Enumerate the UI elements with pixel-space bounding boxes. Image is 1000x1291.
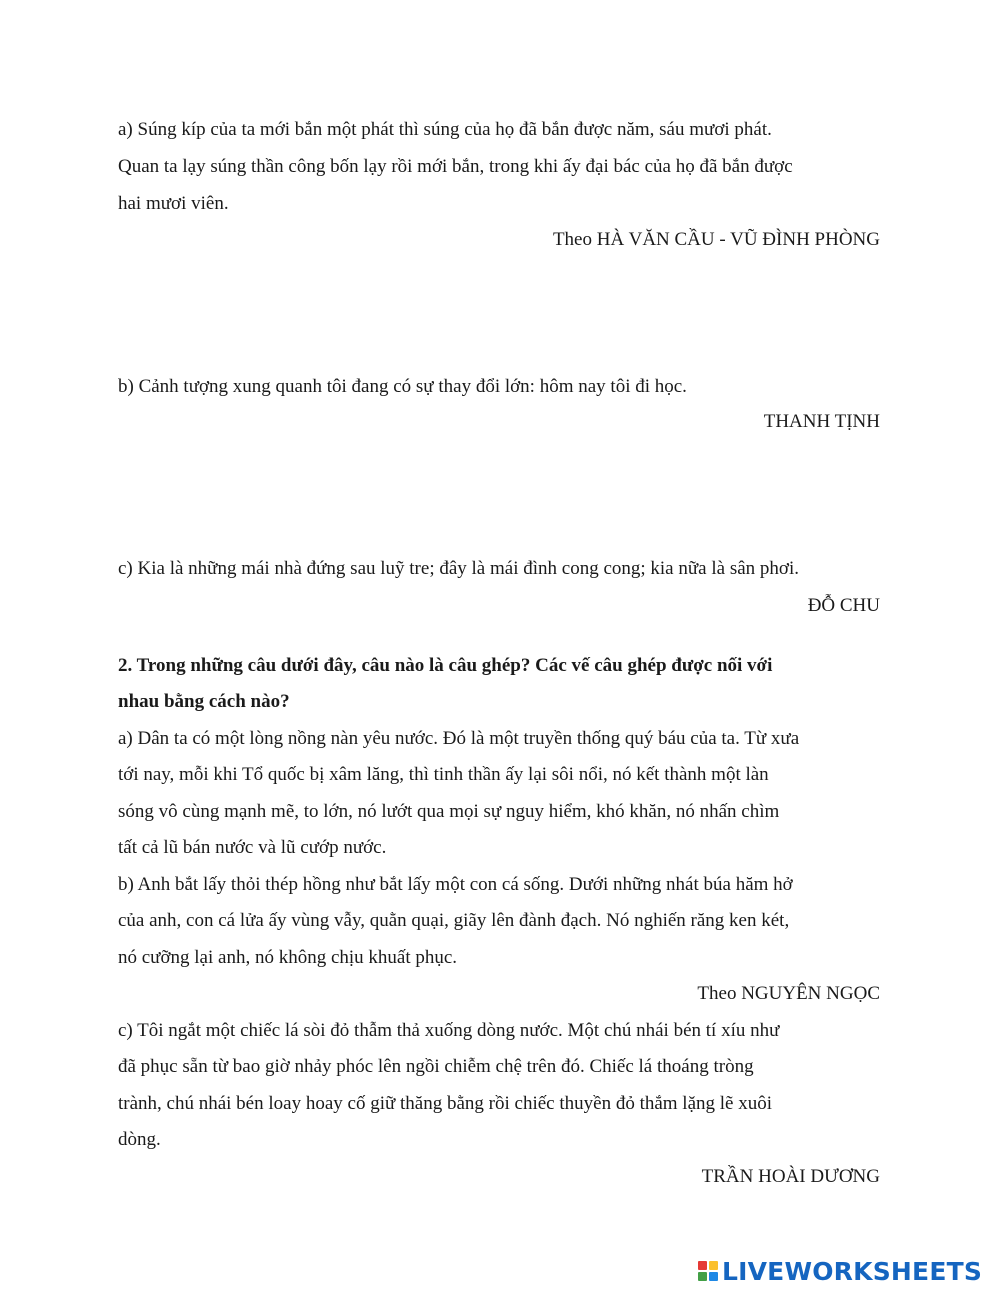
text-line: nó cưỡng lại anh, nó không chịu khuất phục.	[118, 947, 458, 968]
source-attribution: Theo NGUYÊN NGỌC	[697, 983, 880, 1004]
logo-square	[709, 1261, 718, 1270]
text-line: a) Súng kíp của ta mới bắn một phát thì súng của họ đã bắn được năm, sáu mươi phát.	[118, 119, 772, 140]
logo-square	[709, 1272, 718, 1281]
text-line: đã phục sẵn từ bao giờ nhảy phóc lên ngồi chiễm chệ trên đó. Chiếc lá thoáng tròng	[118, 1056, 754, 1077]
source-attribution: THANH TỊNH	[763, 411, 880, 432]
source-attribution: Theo HÀ VĂN CẦU - VŨ ĐÌNH PHÒNG	[552, 229, 880, 250]
text-line: tất cả lũ bán nước và lũ cướp nước.	[118, 837, 387, 858]
logo-square	[698, 1261, 707, 1270]
text-line: trành, chú nhái bén loay hoay cố giữ thăng bằng rồi chiếc thuyền đỏ thắm lặng lẽ xuôi	[118, 1093, 773, 1114]
logo-square	[698, 1272, 707, 1281]
logo-text: LIVEWORKSHEETS	[722, 1256, 983, 1286]
text-line: b) Anh bắt lấy thỏi thép hồng như bắt lấy một con cá sống. Dưới những nhát búa hăm hở	[118, 874, 793, 895]
liveworksheets-logo-icon	[698, 1261, 718, 1281]
text-line: Quan ta lạy súng thần công bốn lạy rồi mới bắn, trong khi ấy đại bác của họ đã bắn được	[118, 156, 793, 177]
liveworksheets-logo[interactable]	[698, 1256, 982, 1286]
text-line: tới nay, mỗi khi Tổ quốc bị xâm lăng, thì tinh thần ấy lại sôi nổi, nó kết thành một làn	[118, 764, 769, 785]
text-line: c) Kia là những mái nhà đứng sau luỹ tre; đây là mái đình cong cong; kia nữa là sân phơi.	[118, 558, 799, 579]
source-attribution: TRẦN HOÀI DƯƠNG	[701, 1166, 880, 1187]
text-line: c) Tôi ngắt một chiếc lá sòi đỏ thẫm thả xuống dòng nước. Một chú nhái bén tí xíu như	[118, 1020, 780, 1041]
question-heading: nhau bằng cách nào?	[118, 691, 290, 712]
text-line: của anh, con cá lửa ấy vùng vẫy, quằn quại, giãy lên đành đạch. Nó nghiến răng ken két,	[118, 910, 790, 931]
source-attribution: ĐỖ CHU	[807, 595, 880, 616]
text-line: a) Dân ta có một lòng nồng nàn yêu nước. Đó là một truyền thống quý báu của ta. Từ xưa	[118, 728, 800, 749]
question-heading: 2. Trong những câu dưới đây, câu nào là câu ghép? Các vế câu ghép được nối với	[118, 655, 773, 676]
text-line: dòng.	[118, 1129, 161, 1150]
text-line: b) Cảnh tượng xung quanh tôi đang có sự thay đổi lớn: hôm nay tôi đi học.	[118, 376, 687, 397]
text-line: sóng vô cùng mạnh mẽ, to lớn, nó lướt qua mọi sự nguy hiểm, khó khăn, nó nhấn chìm	[118, 801, 780, 822]
text-line: hai mươi viên.	[118, 193, 229, 214]
